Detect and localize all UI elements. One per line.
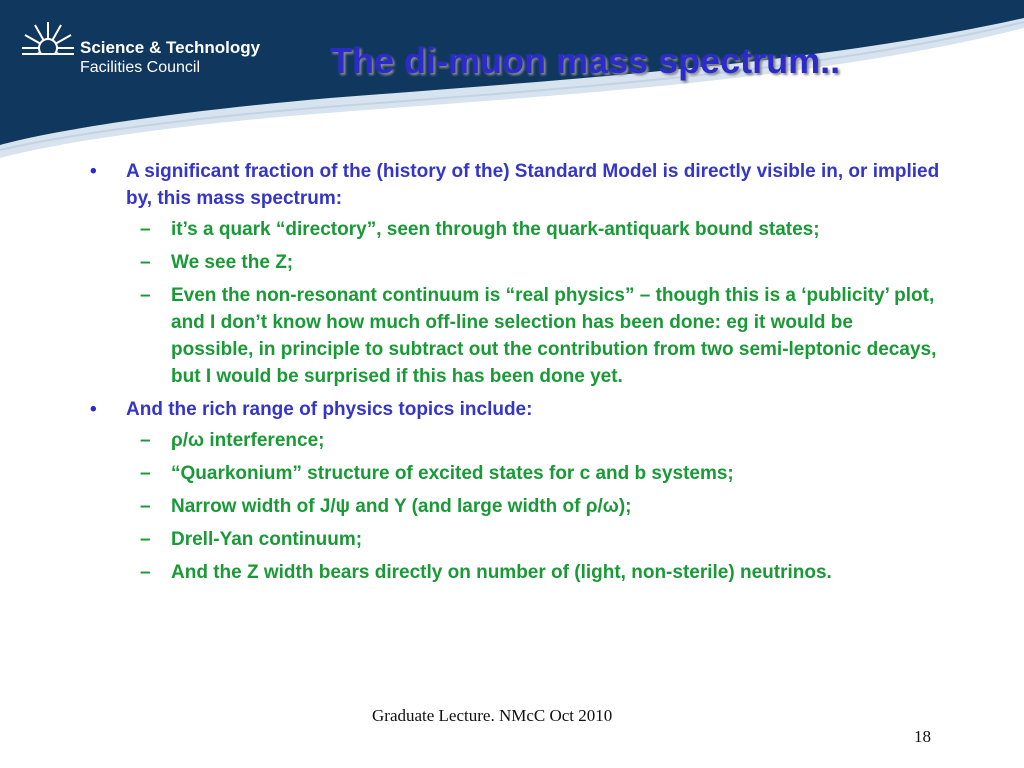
sub-bullet-text: We see the Z;: [171, 252, 294, 273]
bullet-item: [90, 396, 940, 423]
sub-bullet-item: [90, 427, 940, 454]
bullet-text: A significant fraction of the (history of the) Standard Model is directly visible in, or implied by, this mass spectrum:: [126, 161, 940, 209]
bullet-item: [90, 158, 940, 212]
dash-marker: –: [140, 562, 151, 583]
dash-marker: –: [140, 529, 151, 550]
dash-marker: –: [140, 285, 151, 306]
slide-footer: Graduate Lecture. NMcC Oct 2010: [372, 706, 613, 725]
page-number: 18: [914, 727, 931, 746]
dash-marker: –: [140, 430, 151, 451]
sub-bullet-text: Even the non-resonant continuum is “real physics” – though this is a ‘publicity’ plot, and I don’t know how much off-line selection has been done: eg it would be possible, in principle to subtract out the contribution from two semi-leptonic decays, but I would be surprised if this has been done yet.: [171, 285, 937, 387]
sub-bullet-item: [90, 216, 940, 243]
sub-bullet-text: ρ/ω interference;: [171, 430, 325, 451]
dash-marker: –: [140, 496, 151, 517]
logo-name-line1: Science & Technology: [80, 38, 261, 57]
sunburst-icon: [18, 18, 78, 78]
dash-marker: –: [140, 219, 151, 240]
bullet-text: And the rich range of physics topics include:: [126, 399, 533, 420]
sub-bullet-item: [90, 460, 940, 487]
bullet-marker: •: [90, 399, 97, 420]
slide-content: [90, 158, 940, 592]
logo-text: [80, 38, 260, 78]
dash-marker: –: [140, 252, 151, 273]
sub-bullet-text: it’s a quark “directory”, seen through the quark-antiquark bound states;: [171, 219, 820, 240]
sub-bullet-text: And the Z width bears directly on number of (light, non-sterile) neutrinos.: [171, 562, 832, 583]
logo-name-line2: Facilities Council: [80, 59, 201, 76]
sub-bullet-item: [90, 526, 940, 553]
sub-bullet-text: Drell-Yan continuum;: [171, 529, 363, 550]
sub-bullet-item: [90, 249, 940, 276]
dash-marker: –: [140, 463, 151, 484]
sub-bullet-text: Narrow width of J/ψ and Y (and large width of ρ/ω);: [171, 496, 632, 517]
sub-bullet-item: [90, 559, 940, 586]
sub-bullet-text: “Quarkonium” structure of excited states for c and b systems;: [171, 463, 734, 484]
sub-bullet-item: [90, 282, 940, 390]
sub-bullet-item: [90, 493, 940, 520]
slide-title: The di-muon mass spectrum..: [330, 40, 841, 81]
bullet-marker: •: [90, 161, 97, 182]
